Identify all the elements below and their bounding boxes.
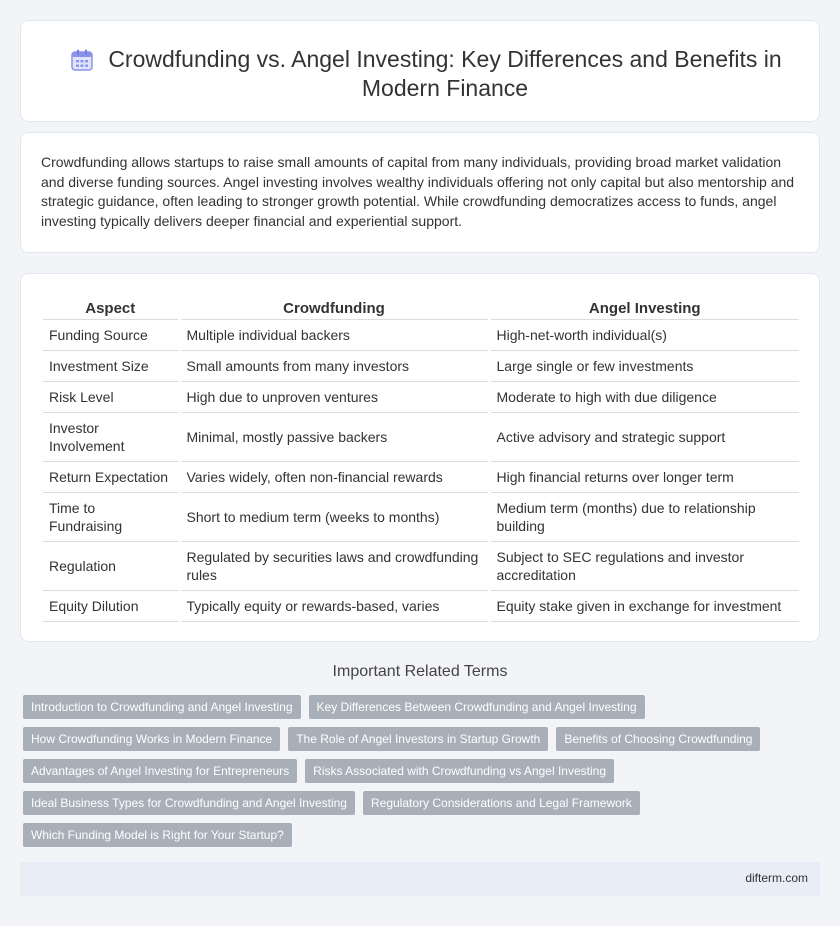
table-header-row	[43, 296, 799, 320]
aspect-cell: Equity Dilution	[43, 591, 179, 622]
related-term-link[interactable]: The Role of Angel Investors in Startup Growth	[288, 727, 548, 751]
footer	[20, 862, 820, 896]
aspect-cell: Return Expectation	[43, 462, 179, 493]
table-row	[43, 462, 799, 493]
header-card	[20, 20, 820, 122]
related-term-link[interactable]: Key Differences Between Crowdfunding and Angel Investing	[309, 695, 645, 719]
angel-investing-cell: Active advisory and strategic support	[489, 413, 799, 462]
related-term-link[interactable]: Advantages of Angel Investing for Entrepreneurs	[23, 759, 297, 783]
crowdfunding-cell: High due to unproven ventures	[179, 382, 489, 413]
angel-investing-cell: Medium term (months) due to relationship building	[489, 493, 799, 542]
angel-investing-cell: High-net-worth individual(s)	[489, 320, 799, 351]
comparison-table	[43, 296, 799, 622]
angel-investing-cell: High financial returns over longer term	[489, 462, 799, 493]
header-angel-investing: Angel Investing	[489, 296, 799, 320]
related-term-link[interactable]: Introduction to Crowdfunding and Angel Investing	[23, 695, 301, 719]
aspect-cell: Regulation	[43, 542, 179, 591]
aspect-cell: Time to Fundraising	[43, 493, 179, 542]
related-term-link[interactable]: Risks Associated with Crowdfunding vs Angel Investing	[305, 759, 614, 783]
angel-investing-cell: Subject to SEC regulations and investor accreditation	[489, 542, 799, 591]
related-term-link[interactable]: Regulatory Considerations and Legal Framework	[363, 791, 640, 815]
table-row	[43, 320, 799, 351]
related-term-link[interactable]: Which Funding Model is Right for Your Startup?	[23, 823, 292, 847]
related-term-link[interactable]: How Crowdfunding Works in Modern Finance	[23, 727, 280, 751]
page-title: Crowdfunding vs. Angel Investing: Key Differences and Benefits in Modern Finance	[108, 46, 782, 101]
intro-card	[20, 132, 820, 253]
comparison-card	[20, 273, 820, 642]
aspect-cell: Risk Level	[43, 382, 179, 413]
angel-investing-cell: Large single or few investments	[489, 351, 799, 382]
intro-text: Crowdfunding allows startups to raise small amounts of capital from many individuals, providing broad market validation and diverse funding sources. Angel investing involves wealthy individuals offering not only capital but also mentorship and strategic guidance, often leading to stronger growth potential. While crowdfunding democratizes access to funds, angel investing typically delivers deeper financial and experiential support.	[41, 154, 795, 229]
angel-investing-cell: Moderate to high with due diligence	[489, 382, 799, 413]
table-row	[43, 493, 799, 542]
crowdfunding-cell: Minimal, mostly passive backers	[179, 413, 489, 462]
related-terms-title: Important Related Terms	[332, 663, 508, 680]
crowdfunding-cell: Regulated by securities laws and crowdfunding rules	[179, 542, 489, 591]
table-row	[43, 351, 799, 382]
header-aspect: Aspect	[43, 296, 179, 320]
header-crowdfunding: Crowdfunding	[179, 296, 489, 320]
table-row	[43, 413, 799, 462]
crowdfunding-cell: Small amounts from many investors	[179, 351, 489, 382]
table-row	[43, 591, 799, 622]
crowdfunding-cell: Multiple individual backers	[179, 320, 489, 351]
angel-investing-cell: Equity stake given in exchange for investment	[489, 591, 799, 622]
table-row	[43, 542, 799, 591]
crowdfunding-cell: Typically equity or rewards-based, varies	[179, 591, 489, 622]
aspect-cell: Investor Involvement	[43, 413, 179, 462]
related-terms-list	[23, 695, 813, 847]
related-term-link[interactable]: Benefits of Choosing Crowdfunding	[556, 727, 760, 751]
aspect-cell: Funding Source	[43, 320, 179, 351]
footer-site-link[interactable]: difterm.com	[745, 871, 808, 885]
crowdfunding-cell: Short to medium term (weeks to months)	[179, 493, 489, 542]
crowdfunding-cell: Varies widely, often non-financial rewards	[179, 462, 489, 493]
table-row	[43, 382, 799, 413]
aspect-cell: Investment Size	[43, 351, 179, 382]
related-term-link[interactable]: Ideal Business Types for Crowdfunding and Angel Investing	[23, 791, 355, 815]
